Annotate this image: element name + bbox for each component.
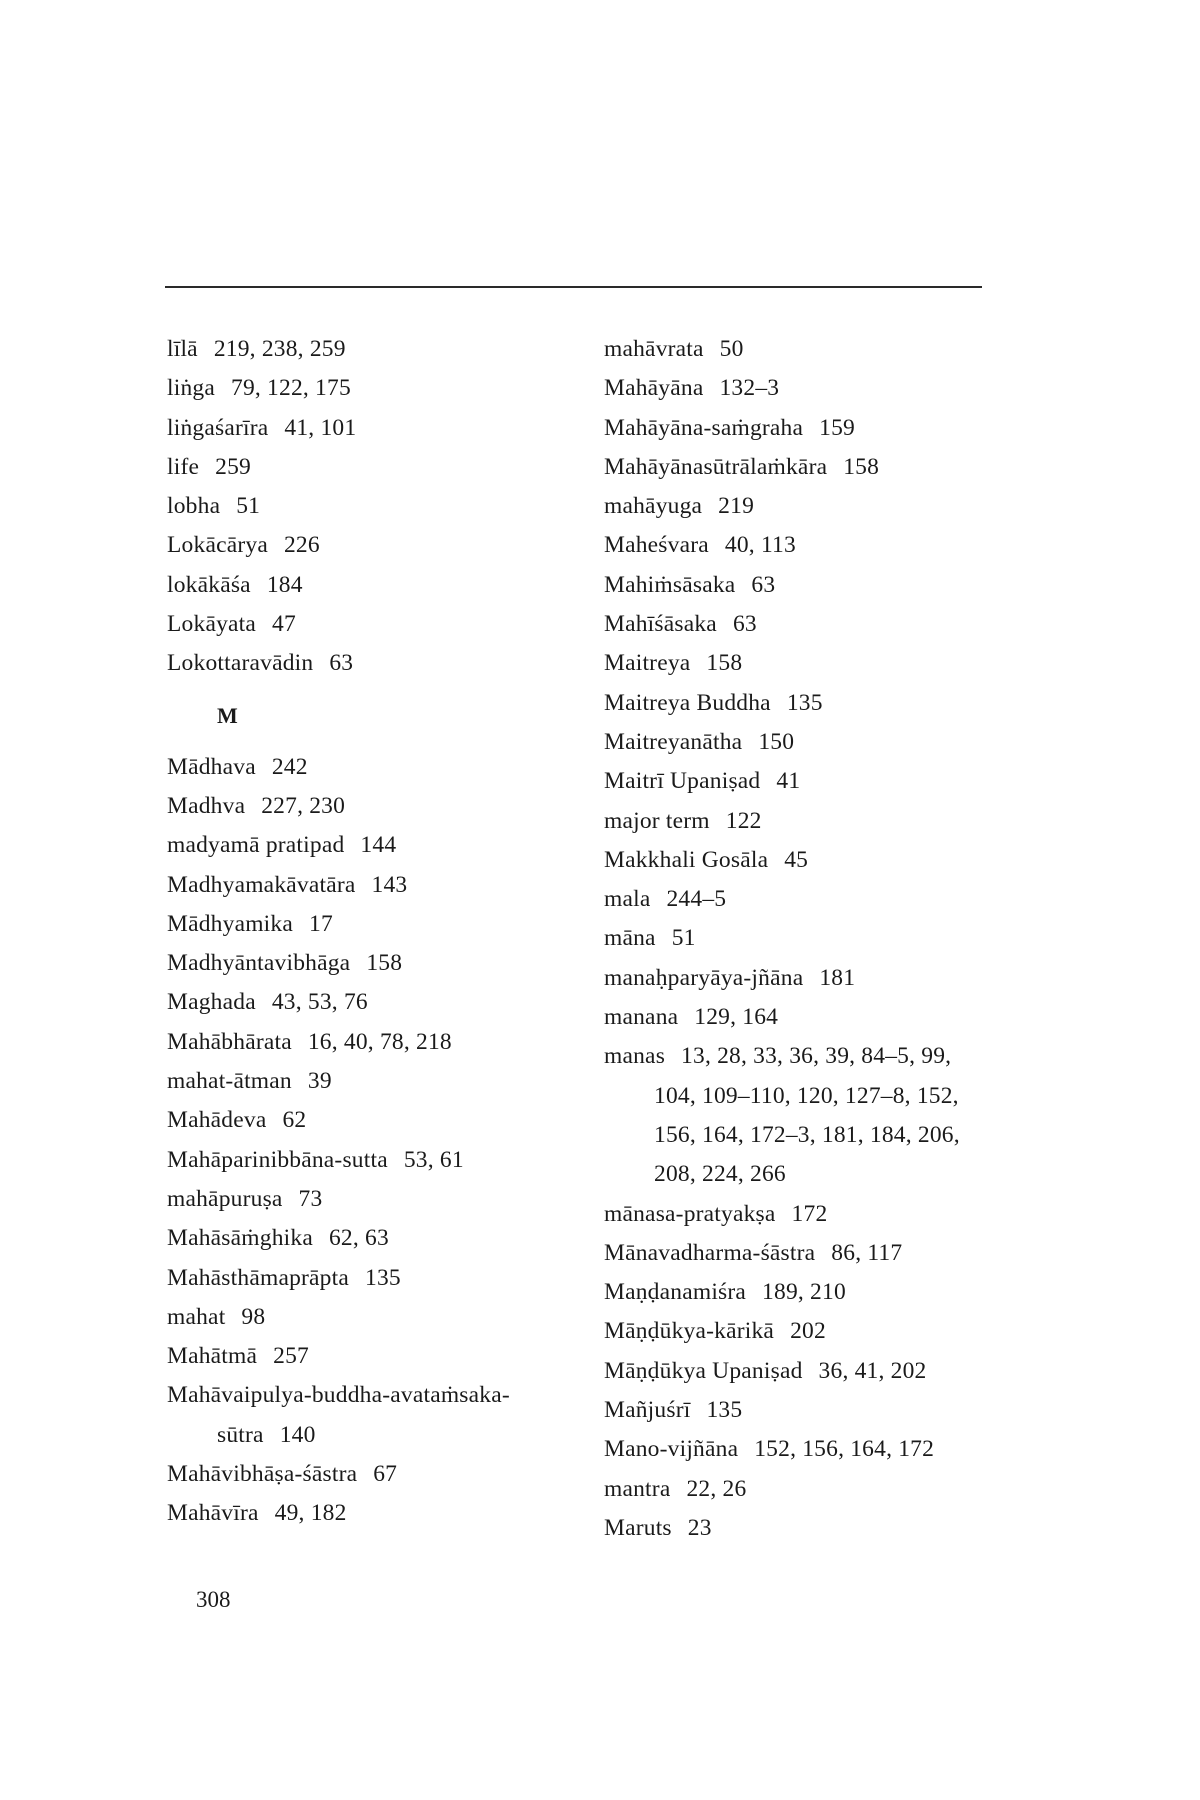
index-entry <box>604 526 1034 565</box>
index-term: manaḥparyāya-jñāna <box>604 964 804 991</box>
index-page-refs: 184 <box>266 571 303 598</box>
index-entry <box>604 1234 1034 1273</box>
index-term: lokākāśa <box>167 571 251 598</box>
index-term: Mañjuśrī <box>604 1397 691 1424</box>
index-entry <box>167 983 587 1022</box>
index-term: Mahiṁsāsaka <box>604 571 736 598</box>
index-entry <box>604 841 1034 880</box>
index-term: Mahātmā <box>167 1343 258 1370</box>
index-entry <box>604 802 1034 841</box>
index-page-refs: 202 <box>790 1318 826 1345</box>
index-entry <box>604 369 1034 408</box>
index-term: Mahāsāṁghika <box>167 1225 313 1252</box>
index-page-refs: 17 <box>309 910 333 937</box>
index-page-refs: 226 <box>283 532 320 559</box>
index-entry <box>604 644 1034 683</box>
index-term: 208, 224, 266 <box>654 1161 786 1188</box>
index-term: manas <box>604 1043 666 1070</box>
index-page-refs: 158 <box>706 650 743 677</box>
index-page-refs: 40, 113 <box>724 532 796 559</box>
index-term: Mādhava <box>167 753 256 780</box>
index-entry <box>167 605 587 644</box>
index-page-refs: 135 <box>706 1397 743 1424</box>
index-page-refs: 22, 26 <box>686 1475 747 1502</box>
index-term: Madhva <box>167 792 246 819</box>
index-term: mahat-ātman <box>167 1068 292 1095</box>
index-entry <box>167 826 587 865</box>
index-entry <box>604 1352 1034 1391</box>
index-term: Maghada <box>167 989 256 1016</box>
index-term: mahāyuga <box>604 493 703 520</box>
index-term: Makkhali Gosāla <box>604 846 769 873</box>
index-entry <box>604 723 1034 762</box>
index-page-refs: 244–5 <box>666 886 727 913</box>
index-term: Mānavadharma-śāstra <box>604 1239 816 1266</box>
index-entry <box>167 905 587 944</box>
index-page-refs: 63 <box>329 650 354 677</box>
index-page-refs: 242 <box>271 753 308 780</box>
index-entry-continuation <box>167 1416 587 1455</box>
index-page-refs: 189, 210 <box>762 1279 846 1306</box>
index-page-refs: 73 <box>298 1185 323 1212</box>
index-entry <box>167 1141 587 1180</box>
index-page-refs: 45 <box>784 846 809 873</box>
index-column-right <box>604 330 1034 1548</box>
index-term: Maitrī Upaniṣad <box>604 768 761 795</box>
index-term: Mahāyānasūtrālaṁkāra <box>604 453 828 480</box>
index-page-refs: 23 <box>687 1514 712 1541</box>
index-page-refs: 159 <box>819 414 855 441</box>
index-page-refs: 16, 40, 78, 218 <box>307 1028 452 1055</box>
index-term: sūtra <box>217 1421 264 1448</box>
index-page-refs: 62, 63 <box>328 1225 389 1252</box>
index-term: Mahābhārata <box>167 1028 292 1055</box>
index-column-left <box>167 330 587 1534</box>
index-entry <box>604 1470 1034 1509</box>
index-page-refs: 129, 164 <box>694 1004 779 1031</box>
index-entry <box>167 1023 587 1062</box>
index-entry <box>604 762 1034 801</box>
index-entry <box>167 526 587 565</box>
index-term: Maheśvara <box>604 532 709 559</box>
page-number: 308 <box>196 1587 231 1612</box>
index-page-refs: 158 <box>366 950 403 977</box>
index-entry <box>167 1101 587 1140</box>
index-entry <box>604 1037 1034 1076</box>
index-term: Mādhyamika <box>167 910 293 937</box>
index-page-refs: 135 <box>786 689 823 716</box>
index-page-refs: 41 <box>776 768 801 795</box>
index-term: 104, 109–110, 120, 127–8, 152, <box>654 1082 959 1109</box>
index-page-refs: 259 <box>215 453 251 480</box>
section-letter-row <box>167 684 587 748</box>
index-term: Mahīśāsaka <box>604 611 717 638</box>
index-page-refs: 63 <box>732 611 757 638</box>
index-term: mantra <box>604 1475 671 1502</box>
index-term: Maitreya Buddha <box>604 689 771 716</box>
index-page-refs: 41, 101 <box>284 414 357 441</box>
index-page-refs: 39 <box>307 1068 332 1095</box>
index-page-refs: 53, 61 <box>403 1146 464 1173</box>
index-term: life <box>167 453 200 480</box>
index-page-refs: 50 <box>719 336 744 362</box>
index-page-refs: 98 <box>241 1303 266 1330</box>
index-entry <box>167 644 587 683</box>
index-entry <box>604 1430 1034 1469</box>
index-page-refs: 63 <box>751 571 776 598</box>
index-entry <box>167 1298 587 1337</box>
index-entry-continuation <box>604 1155 1034 1194</box>
index-term: liṅgaśarīra <box>167 414 269 441</box>
index-page-refs: 135 <box>365 1264 401 1291</box>
index-page-refs: 47 <box>272 611 296 638</box>
index-term: Maṇḍanamiśra <box>604 1279 747 1306</box>
index-page-refs: 51 <box>671 925 696 952</box>
index-page-refs: 172 <box>791 1200 828 1227</box>
index-term: Maruts <box>604 1514 672 1541</box>
index-term: Mahāvaipulya-buddha-avataṁsaka- <box>167 1382 510 1409</box>
index-entry <box>167 409 587 448</box>
index-page-refs: 67 <box>373 1461 398 1488</box>
index-page-refs: 86, 117 <box>831 1239 903 1266</box>
index-entry <box>167 487 587 526</box>
index-term: Mahāyāna <box>604 375 704 402</box>
index-page-refs: 219 <box>718 493 755 520</box>
index-entry <box>167 1180 587 1219</box>
index-term: māna <box>604 925 656 952</box>
index-entry <box>604 566 1034 605</box>
index-term: Māṇḍūkya Upaniṣad <box>604 1357 803 1384</box>
index-entry <box>167 1494 587 1533</box>
index-entry <box>167 330 587 369</box>
index-entry <box>167 566 587 605</box>
index-page-refs: 36, 41, 202 <box>818 1357 927 1384</box>
index-page-refs: 13, 28, 33, 36, 39, 84–5, 99, <box>681 1043 952 1070</box>
index-term: Maitreya <box>604 650 691 677</box>
index-term: Madhyāntavibhāga <box>167 950 351 977</box>
index-page-refs: 140 <box>279 1421 316 1448</box>
index-entry <box>604 1509 1034 1548</box>
index-entry <box>167 1337 587 1376</box>
index-term: mahāpuruṣa <box>167 1185 283 1212</box>
index-entry <box>604 330 1034 369</box>
index-entry-continuation <box>604 1077 1034 1116</box>
index-term: Māṇḍūkya-kārikā <box>604 1318 775 1345</box>
index-term: Mahāvibhāṣa-śāstra <box>167 1461 358 1488</box>
index-page-refs: 49, 182 <box>274 1500 347 1527</box>
index-term: manana <box>604 1004 679 1031</box>
index-term: līlā <box>167 336 198 362</box>
index-entry <box>604 1391 1034 1430</box>
index-term: Mahāvīra <box>167 1500 259 1527</box>
index-page-refs: 62 <box>282 1107 307 1134</box>
index-term: Mahāsthāmaprāpta <box>167 1264 349 1291</box>
index-page-refs: 152, 156, 164, 172 <box>754 1436 935 1463</box>
index-page-refs: 227, 230 <box>261 792 346 819</box>
index-entry <box>167 787 587 826</box>
index-term: Mahādeva <box>167 1107 267 1134</box>
index-entry <box>604 684 1034 723</box>
index-entry <box>167 1376 587 1415</box>
index-entry <box>167 1259 587 1298</box>
index-entry <box>167 1455 587 1494</box>
index-page-refs: 79, 122, 175 <box>231 375 351 402</box>
index-term: Madhyamakāvatāra <box>167 871 356 898</box>
index-page-refs: 158 <box>843 453 880 480</box>
index-page-refs: 51 <box>236 493 261 520</box>
index-entry <box>604 1312 1034 1351</box>
index-page-refs: 257 <box>273 1343 310 1370</box>
index-term: Maitreyanātha <box>604 728 743 755</box>
index-entry <box>604 409 1034 448</box>
index-entry <box>604 605 1034 644</box>
index-entry <box>167 748 587 787</box>
index-term: Lokāyata <box>167 611 257 638</box>
index-term: madyamā pratipad <box>167 832 345 859</box>
index-term: Mahāyāna-saṁgraha <box>604 414 804 441</box>
index-term: mala <box>604 886 651 913</box>
index-term: mahat <box>167 1303 226 1330</box>
index-entry <box>604 919 1034 958</box>
index-entry <box>604 880 1034 919</box>
index-entry <box>604 1195 1034 1234</box>
index-term: mānasa-pratyakṣa <box>604 1200 776 1227</box>
index-entry <box>604 1273 1034 1312</box>
index-page-refs: 144 <box>360 832 397 859</box>
index-term: lobha <box>167 493 221 520</box>
top-rule <box>165 286 982 288</box>
index-page-refs: 132–3 <box>719 375 780 402</box>
index-entry <box>167 944 587 983</box>
index-term: Lokācārya <box>167 532 268 559</box>
index-page-refs: 122 <box>725 807 762 834</box>
index-page-refs: 219, 238, 259 <box>213 336 346 362</box>
index-term: major term <box>604 807 710 834</box>
index-term: 156, 164, 172–3, 181, 184, 206, <box>654 1121 960 1148</box>
index-term: Mahāparinibbāna-sutta <box>167 1146 388 1173</box>
index-page-refs: 143 <box>371 871 408 898</box>
index-page-refs: 150 <box>758 728 795 755</box>
index-entry <box>604 998 1034 1037</box>
index-entry-continuation <box>604 1116 1034 1155</box>
index-page-refs: 181 <box>819 964 856 991</box>
index-term: liṅga <box>167 375 215 402</box>
index-entry <box>604 448 1034 487</box>
index-term: Mano-vijñāna <box>604 1436 739 1463</box>
index-entry <box>167 1219 587 1258</box>
section-letter: M <box>217 702 238 728</box>
index-entry <box>167 448 587 487</box>
index-entry <box>604 959 1034 998</box>
index-entry <box>604 487 1034 526</box>
index-term: mahāvrata <box>604 336 704 362</box>
index-term: Lokottaravādin <box>167 650 314 677</box>
index-page-refs: 43, 53, 76 <box>271 989 368 1016</box>
index-entry <box>167 369 587 408</box>
index-entry <box>167 866 587 905</box>
index-entry <box>167 1062 587 1101</box>
